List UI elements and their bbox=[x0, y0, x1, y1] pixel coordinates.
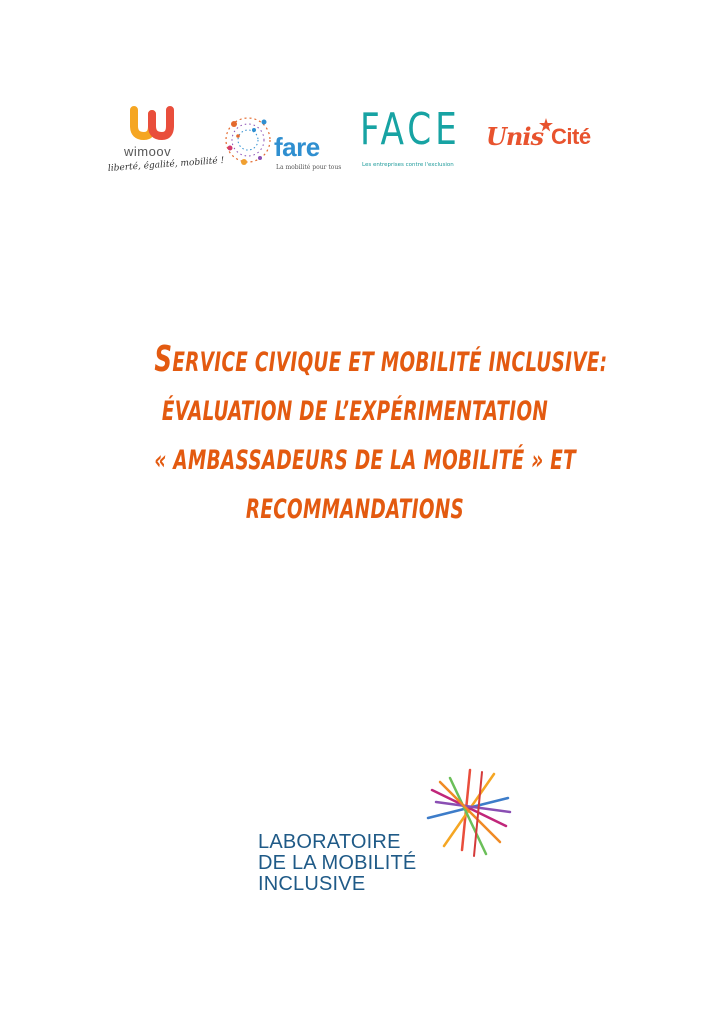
starburst-icon bbox=[422, 768, 512, 860]
title-line-1 bbox=[154, 335, 608, 387]
laboratoire-line-1: LABORATOIRE bbox=[258, 831, 401, 853]
fare-tagline: La mobilité pour tous bbox=[276, 164, 342, 171]
laboratoire-name bbox=[258, 832, 416, 895]
fare-logo bbox=[224, 110, 344, 180]
fare-circle-icon bbox=[224, 110, 280, 174]
title-line-3: « AMBASSADEURS DE LA MOBILITÉ » ET bbox=[154, 445, 576, 476]
title-line-1-text: ERVICE CIVIQUE ET MOBILITÉ INCLUSIVE: bbox=[172, 347, 608, 378]
fare-name: fare bbox=[274, 132, 320, 162]
unis-cite-part2: Cité bbox=[551, 124, 591, 149]
title-initial: S bbox=[154, 339, 173, 380]
wimoov-name: wimoov bbox=[124, 144, 172, 159]
document-title bbox=[60, 335, 650, 534]
title-line-2: ÉVALUATION DE L’EXPÉRIMENTATION bbox=[161, 396, 549, 427]
face-tagline: Les entreprises contre l'exclusion bbox=[362, 162, 454, 168]
wimoov-logo bbox=[107, 104, 225, 184]
face-name: FACE bbox=[360, 104, 461, 155]
wimoov-tagline: liberté, égalité, mobilité ! bbox=[107, 155, 225, 174]
laboratoire-line-2: DE LA MOBILITÉ bbox=[258, 852, 417, 874]
unis-cite-logo bbox=[486, 114, 606, 164]
partner-logos bbox=[0, 92, 709, 192]
unis-cite-part1: Unis bbox=[486, 122, 544, 151]
laboratoire-line-3: INCLUSIVE bbox=[258, 873, 366, 895]
wimoov-w-icon bbox=[128, 104, 188, 144]
title-line-4: RECOMMANDATIONS bbox=[245, 494, 465, 525]
laboratoire-mobilite-inclusive-logo bbox=[258, 768, 518, 908]
face-logo bbox=[360, 106, 460, 176]
